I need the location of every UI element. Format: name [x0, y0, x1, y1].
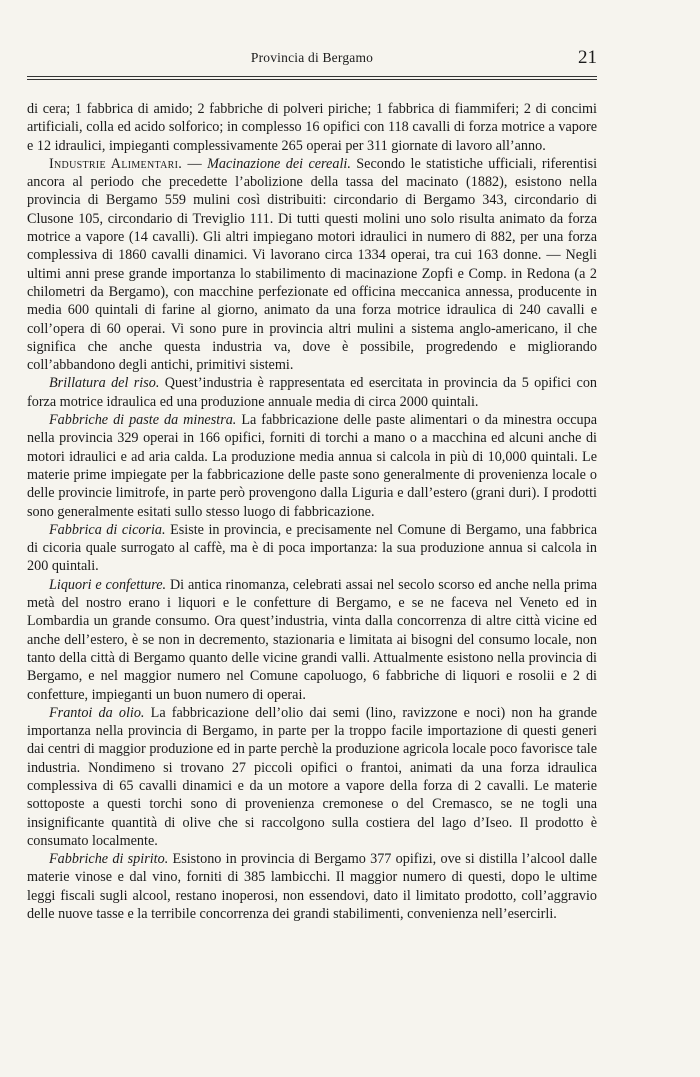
subsection-heading: Fabbriche di paste da minestra. [49, 412, 237, 429]
subsection-heading: Fabbriche di spirito. [49, 851, 169, 868]
running-title: Provincia di Bergamo [250, 50, 374, 65]
paragraph-spirits [27, 850, 597, 923]
paragraph-text: La fabbricazione delle paste alimentari o da minestra occupa nella provincia 329 operai in 166 opifici, forniti di torchi a mano o a macchina ed alcuni anche di motori idraulici e ad aria calda. La produzione media annua si calcola in più di 10,000 quintali. Le materie prime impiegate per la fabbricazione delle paste sono generalmente di provenienza locale o delle provincie limitrofe, in parte però provengono dalla Liguria e dall’estero (grani duri). I prodotti sono generalmente esitati sullo stesso luogo di fabbricazione. [27, 412, 598, 520]
paragraph-text: Esiste in provincia, e precisamente nel Comune di Bergamo, una fabbrica di cicoria quale surrogato al caffè, ma è di poca importanza: la sua produzione annua si calcola in 200 quintali. [27, 521, 597, 575]
subsection-heading-title: Macinazione dei cereali. [207, 155, 351, 172]
paragraph-text: Quest’industria è rappresentata ed esercitata in provincia da 5 opifici con forza motrice idraulica ed una produzione annuale media di circa 2000 quintali. [27, 375, 598, 410]
header-rule [27, 76, 597, 77]
subsection-heading: Frantoi da olio. [49, 704, 145, 721]
subsection-heading: Liquori e confetture. [49, 576, 167, 593]
paragraph-pasta-factories [27, 411, 597, 521]
page-number: 21 [578, 47, 597, 68]
paragraph-cereal-milling [27, 155, 597, 375]
paragraph-chemical-industries [27, 100, 597, 155]
paragraph-oil-presses [27, 704, 597, 850]
paragraph-text: di cera; 1 fabbrica di amido; 2 fabbriche di polveri piriche; 1 fabbrica di fiammiferi; 2 di concimi artificiali, colla ed acido solforico; in complesso 16 opifici con 118 cavalli di forza motrice a vapore e 12 idraulici, impieganti complessivamente 265 operai per 311 giornate di lavoro all’anno. [27, 101, 597, 154]
paragraph-text: La fabbricazione dell’olio dai semi (lino, ravizzone e noci) non ha grande importanza nella provincia di Bergamo, in parte per la troppo facile importazione di questi generi dai centri di maggior produzione ed in parte perchè la produzione agricola locale poco favorisce tale industria. Nondimeno si trovano 27 piccoli opifici o frantoi, animati da una forza idraulica complessiva di 65 cavalli dinamici e da un motore a vapore della forza di 2 cavalli. Le materie sottoposte a questi torchi sono di provenienza cremonese o del Cremasco, se ne togli una insignificante quantità di olive che si raccolgono sulla costiera del lago d’Iseo. Il prodotto è consumato localmente. [27, 704, 597, 849]
paragraph-liqueurs [27, 576, 597, 704]
subsection-heading: — Macinazione dei cereali. [187, 155, 351, 172]
subsection-heading: Fabbrica di cicoria. [49, 521, 166, 538]
paragraph-text: Di antica rinomanza, celebrati assai nel secolo scorso ed anche nella prima metà del nostro erano i liquori e le confetture di Bergamo, e se ne faceva nel Veneto ed in Lombardia un grande consumo. Ora quest’industria, vinta dalla concorrenza di altre città vicine ed anche dell’estero, è se non in decremento, stazionaria e limitata ai bisogni del consumo locale, non tanto della città di Bergamo quanto delle vicine grandi valli. Attualmente esistono nella provincia di Bergamo, e nel maggior numero nel Comune capoluogo, 6 fabbriche di liquori e rosolii e 2 di confetture, impieganti un buon numero di operai. [27, 576, 597, 703]
paragraph-rice-hulling [27, 374, 597, 411]
paragraph-chicory-factory [27, 521, 597, 576]
header-rule-secondary [27, 79, 597, 80]
paragraph-text: Esistono in provincia di Bergamo 377 opifizi, ove si distilla l’alcool dalle materie vinose e dal vino, forniti di 385 lambicchi. Il maggior numero di questi, dopo le ultime leggi fiscali sugli alcool, restano inoperosi, non essendovi, dato il limitato prodotto, coll’aggravio delle nuove tasse e la terribile concorrenza dei grandi stabilimenti, convenienza nell’esercirli. [27, 851, 597, 923]
paragraph-text: Secondo le statistiche ufficiali, riferentisi ancora al periodo che precedette l’abolizione della tassa del macinato (1882), esistono nella provincia di Bergamo 559 mulini così distribuiti: circondario di Bergamo 343, circondario di Clusone 105, circondario di Treviglio 111. Di tutti questi molini uno solo risulta animato da forza motrice a vapore (14 cavalli). Gli altri impiegano motori idraulici in numero di 882, per una forza complessiva di 1860 cavalli dinamici. Vi lavorano circa 1334 operai, tra cui 163 donne. — Negli ultimi anni prese grande importanza lo stabilimento di macinazione Zopfi e Comp. in Redona (a 2 chilometri da Bergamo), con macchine perfezionate ed officina meccanica annessa, producente in media 600 quintali di farine al giorno, animato da una forza motrice idraulica di 240 cavalli e coll’opera di 60 operai. Vi sono pure in provincia altri mulini a sistema anglo-americano, il che significa che anche questa industria va, dove è possibile, progredendo e migliorando coll’abbandono degli antichi, primitivi sistemi. [27, 155, 598, 374]
section-heading: Industrie Alimentari. [49, 155, 183, 172]
body-text [27, 100, 597, 923]
page-header [27, 47, 597, 72]
subsection-heading: Brillatura del riso. [49, 375, 160, 392]
